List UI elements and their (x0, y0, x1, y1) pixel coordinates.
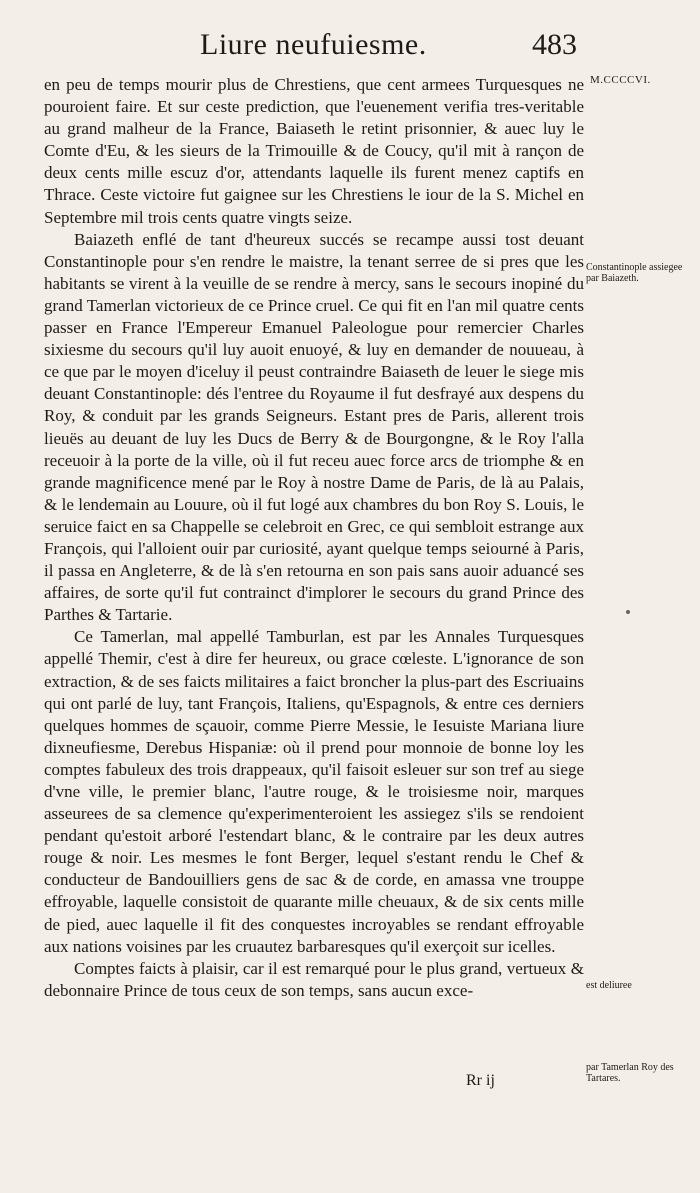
page-number: 483 (532, 28, 577, 61)
ink-speck (626, 610, 630, 614)
paragraph-2: Baiazeth enflé de tant d'heureux succés se recampe aussi tost deuant Constantinople pour s'en rendre le maistre, la tenant serree de si pres que les habitants se virent à la veuille de se rendre à mercy, sans le secours inopiné du grand Tamerlan victorieux de ce Prince cruel. Ce qui fit en l'an mil quatre cents passer en France l'Empereur Emanuel Paleologue pour remercier Charles sixiesme du secours qu'il luy auoit enuoyé, & luy en demander de nouueau, à ce que par le moyen d'iceluy il peust contraindre Baiaseth de leuer le siege mis deuant Constantinople: dés l'entree du Royaume il fut desfrayé aux despens du Roy, & conduit par les grands Seigneurs. Estant pres de Paris, allerent trois lieuës au deuant de luy les Ducs de Berry & de Bourgongne, & le Roy l'alla receuoir à la porte de la ville, où il fut receu auec force arcs de triomphe & en grande magnificence mené par le Roy à nostre Dame de Paris, de là au Palais, & le lendemain au Louure, où il fut logé aux chambres du bon Roy S. Louis, le seruice faict en sa Chappelle se celebroit en Grec, ce qui sembloit estrange aux François, qui l'alloient ouir par curiosité, ayant quelque temps seiourné à Paris, il passa en Angleterre, & de là s'en retourna en son pais sans auoir aduancé ses affaires, de sorte qu'il fut contrainct d'implorer le secours du grand Prince des Parthes & Tartarie. (44, 229, 584, 625)
main-text-block (44, 74, 584, 1002)
margin-note-deliuree: est deliuree (586, 980, 632, 991)
paragraph-4: Comptes faicts à plaisir, car il est remarqué pour le plus grand, vertueux & debonnaire Prince de tous ceux de son temps, sans aucun exce- (44, 958, 584, 1000)
margin-note-constantinople: Constantinople assiegee par Baiazeth. (586, 262, 683, 284)
signature-mark: Rr ij (466, 1072, 495, 1089)
margin-year: M.CCCCVI. (590, 74, 651, 86)
margin-note-tamerlan: par Tamerlan Roy des Tartares. (586, 1062, 674, 1084)
paragraph-1: en peu de temps mourir plus de Chrestiens, que cent armees Turquesques ne pouroient faire. Et sur ceste prediction, que l'euenement verifia tres-veritable au grand malheur de la France, Baiaseth le retint prisonnier, & auec luy le Comte d'Eu, & les sieurs de la Trimouille & de Coucy, qu'il mit à rançon de deux cents mille escuz d'or, attendants laquelle ils furent menez captifs en Thrace. Ceste victoire fut gaignee sur les Chrestiens le iour de la S. Michel en Septembre mil trois cents quatre vingts seize. (44, 75, 584, 227)
running-title: Liure neufuiesme. (200, 28, 427, 61)
paragraph-3: Ce Tamerlan, mal appellé Tamburlan, est par les Annales Turquesques appellé Themir, c'est à dire fer heureux, ou grace cœleste. L'ignorance de son extraction, & de ses faicts militaires a faict broncher la plus-part des Escriuains qui ont parlé de luy, tant François, Italiens, qu'Espagnols, & entre ces derniers quelques hommes de sçauoir, comme Pierre Messie, le Iesuiste Mariana liure dixneufiesme, Derebus Hispaniæ: où il prend pour monnoie de bonne loy les comptes fabuleux des trois drappeaux, qu'il faisoit esleuer sur son tref au siege d'vne ville, le premier blanc, l'autre rouge, & le troisiesme noir, marques asseurees de sa clemence qu'experimenteroient les assiegez s'ils se rendoient pendant qu'estoit arboré l'estendart blanc, & le contraire par les deux autres rouge & noir. Les mesmes le font Berger, lequel s'estant rendu le Chef & conducteur de Bandouilliers gens de sac & de corde, en amassa vne trouppe effroyable, laquelle consistoit de quarante mille cheuaux, & de six cents mille de pied, auec laquelle il fit des conquestes incroyables se rendant effroyable aux nations voisines par les cruautez barbaresques qu'il exerçoit sur icelles. (44, 627, 584, 956)
